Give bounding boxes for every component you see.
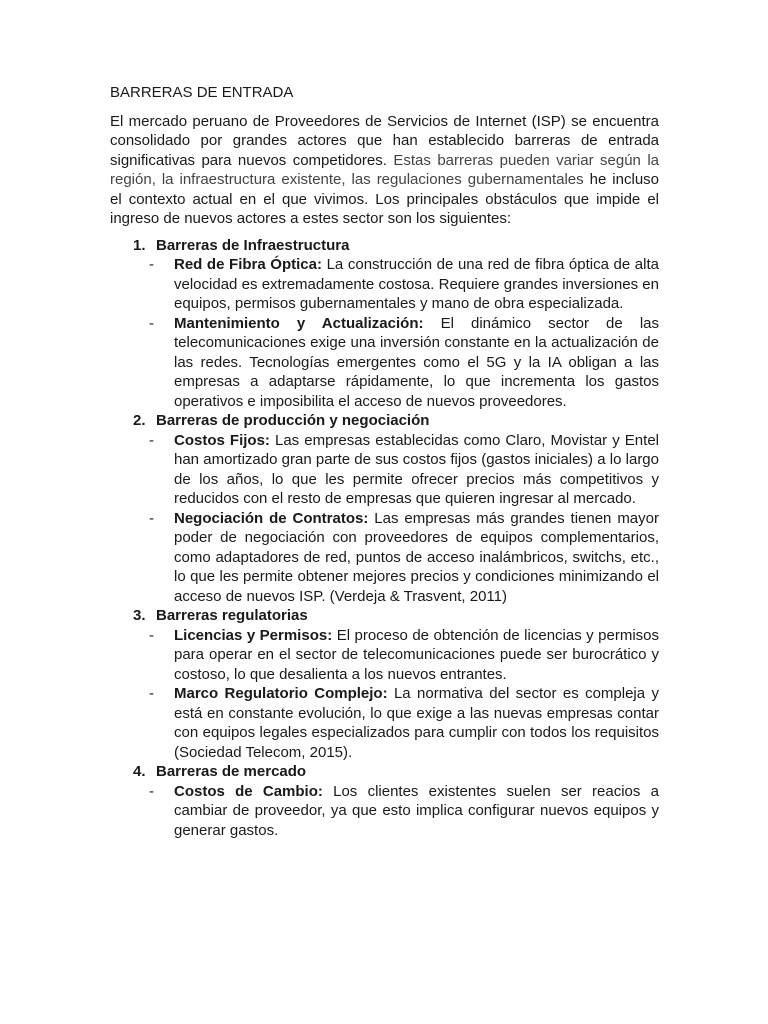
section-3 (110, 606, 659, 762)
section-number: 1. (133, 236, 146, 254)
list-item (110, 314, 659, 412)
section-heading-text: Barreras de mercado (156, 763, 307, 780)
section-2 (110, 411, 659, 606)
list-item (110, 782, 659, 841)
item-text: Las empresas establecidas como Claro, Movistar y Entel han amortizado gran parte de sus costos fijos (gastos iniciales) a lo largo de los años, lo que les permite ofrecer precios más competitivos y reducidos con el resto de empresas que quieren ingresar al mercado. (174, 431, 659, 507)
bullet-dash: - (149, 256, 154, 273)
section-heading-text: Barreras de Infraestructura (156, 236, 350, 254)
section-heading (110, 762, 659, 782)
item-term: Licencias y Permisos: (174, 626, 333, 644)
list-item (110, 509, 659, 607)
item-term: Marco Regulatorio Complejo: (174, 685, 388, 702)
intro-text-1: El mercado peruano de Proveedores de Servicios de Internet (ISP) se encuentra consolidado por grandes actores que han establecido barreras de entrada significativas para nuevos competidores. (110, 112, 659, 169)
bullet-dash: - (149, 685, 154, 702)
document-page (110, 83, 659, 840)
intro-text-3: he incluso el contexto actual en el que vivimos. Los principales obstáculos que impide el ingreso de nuevos actores a estes sector son los siguientes: (110, 171, 659, 227)
section-number: 3. (133, 607, 146, 624)
item-term: Red de Fibra Óptica: (174, 256, 322, 273)
section-number: 4. (133, 763, 146, 780)
bullet-dash: - (149, 626, 154, 644)
item-text: La construcción de una red de fibra óptica de alta velocidad es extremadamente costosa. Requiere grandes inversiones en equipos, permisos gubernamentales y mano de obra especializada. (174, 256, 659, 312)
section-heading-text: Barreras regulatorias (156, 607, 308, 624)
item-term: Mantenimiento y Actualización: (174, 314, 424, 332)
section-items (110, 626, 659, 763)
item-text: Las empresas más grandes tienen mayor poder de negociación con proveedores de equipos complementarios, como adaptadores de red, puntos de acceso inalámbricos, switchs, etc., lo que les permite obtener mejores precios y condiciones minimizando el acceso de nuevos ISP. (Verdeja & Trasvent, 2011) (174, 509, 659, 605)
item-text: El proceso de obtención de licencias y permisos para operar en el sector de telecomunicaciones puede ser burocrático y costoso, lo que desalienta a los nuevos entrantes. (174, 626, 660, 683)
document-title: BARRERAS DE ENTRADA (110, 84, 294, 101)
section-items (110, 431, 659, 607)
bullet-dash: - (149, 509, 154, 527)
section-number: 2. (133, 412, 146, 429)
intro-text-2: Estas barreras pueden variar según la región, la infraestructura existente, las regulaciones gubernamentales (110, 151, 660, 188)
item-text: Los clientes existentes suelen ser reacios a cambiar de proveedor, ya que esto implica configurar nuevos equipos y generar gastos. (174, 782, 659, 839)
section-heading (110, 411, 659, 431)
section-heading (110, 236, 659, 256)
bullet-dash: - (149, 314, 154, 332)
item-term: Costos Fijos: (174, 431, 270, 449)
list-item (110, 626, 659, 685)
list-item (110, 684, 659, 762)
list-item (110, 431, 659, 509)
section-items (110, 782, 659, 841)
item-text: El dinámico sector de las telecomunicaciones exige una inversión constante en la actualización de las redes. Tecnologías emergentes como el 5G y la IA obligan a las empresas a adaptarse rápidamente, lo que incrementa los gastos operativos e imposibilita el acceso de nuevos proveedores. (174, 314, 659, 410)
section-heading-text: Barreras de producción y negociación (156, 412, 430, 429)
item-term: Negociación de Contratos: (174, 509, 369, 527)
barrier-sections (110, 236, 659, 841)
bullet-dash: - (149, 782, 154, 800)
section-items (110, 255, 659, 411)
section-4 (110, 762, 659, 840)
intro-paragraph (110, 112, 659, 229)
item-text: La normativa del sector es compleja y está en constante evolución, lo que exige a las nuevas empresas contar con equipos legales especializados para cumplir con todos los requisitos (Sociedad Telecom, 2015). (174, 685, 659, 761)
item-term: Costos de Cambio: (174, 782, 323, 800)
bullet-dash: - (149, 431, 154, 449)
list-item (110, 255, 659, 314)
section-heading (110, 606, 659, 626)
section-1 (110, 236, 659, 412)
